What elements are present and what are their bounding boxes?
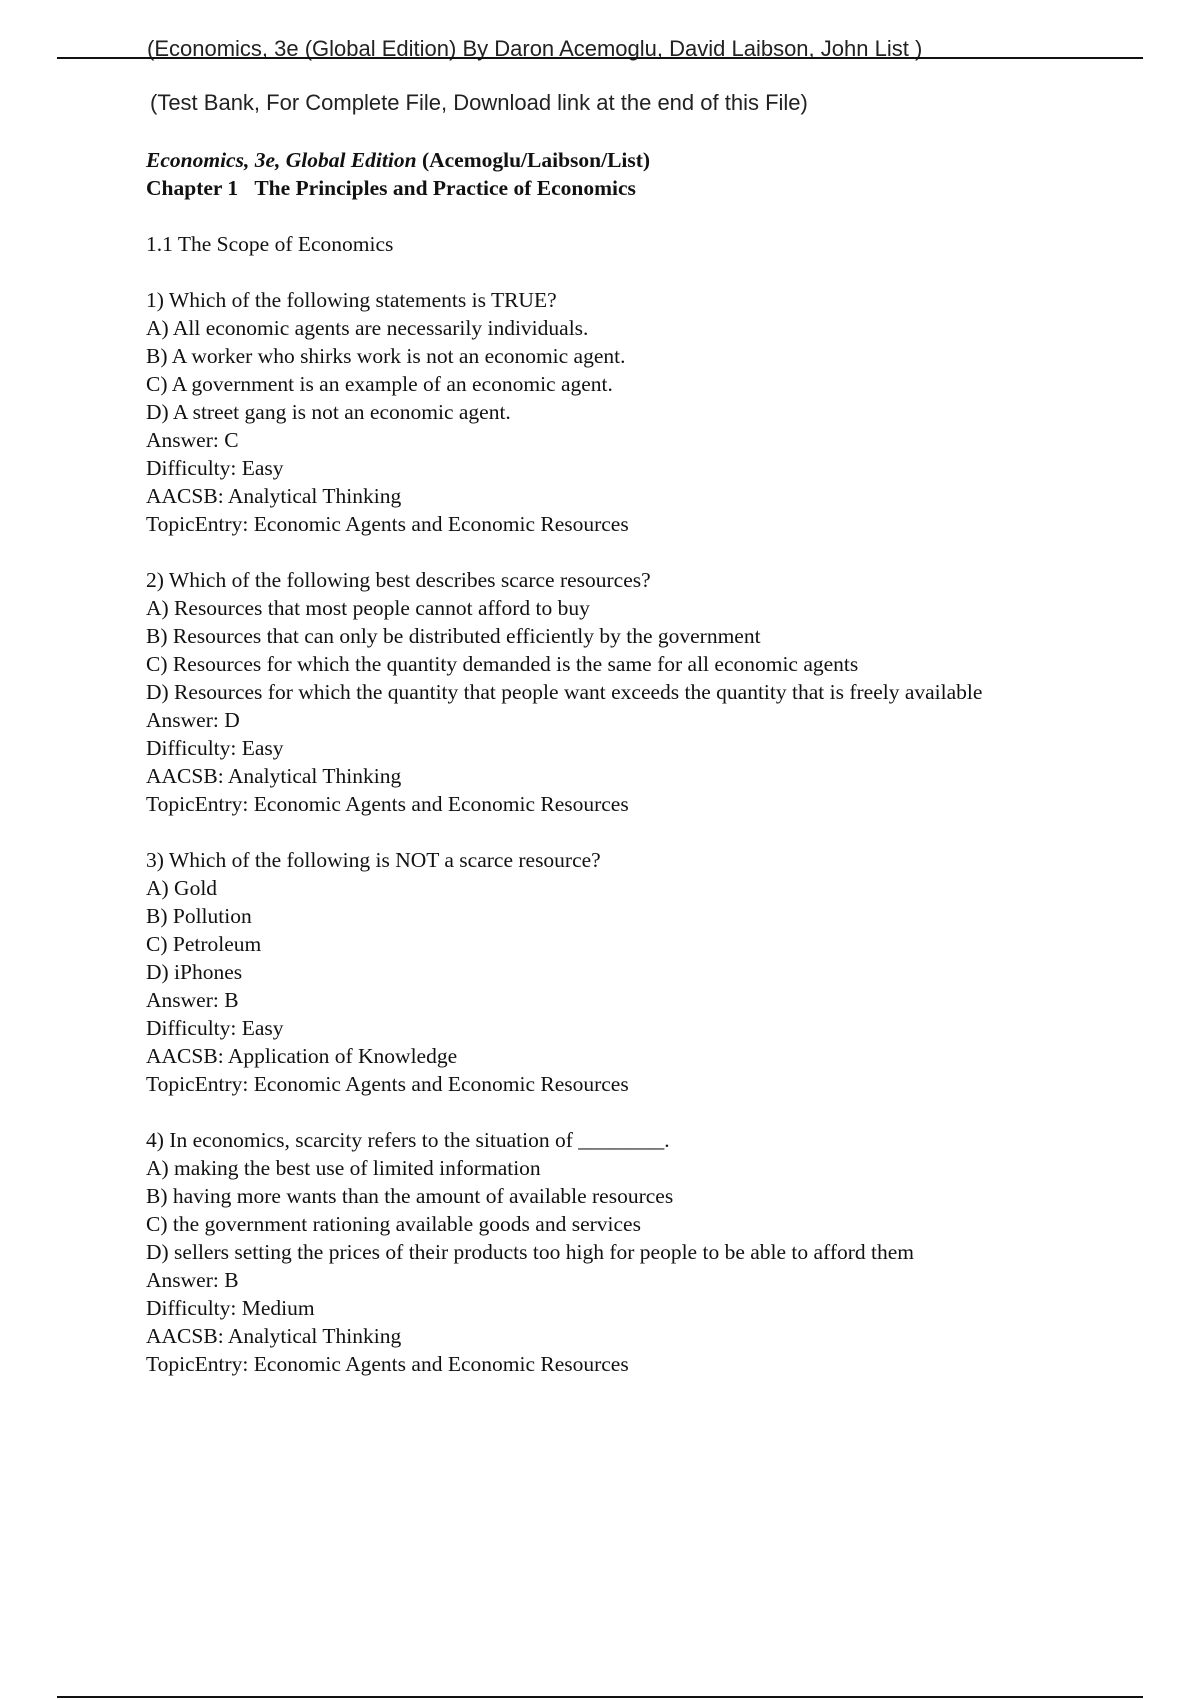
- difficulty: Difficulty: Easy: [146, 736, 284, 760]
- question-2: [146, 566, 1146, 818]
- chapter-heading: [146, 174, 1146, 202]
- chapter-title: The Principles and Practice of Economics: [254, 176, 636, 200]
- aacsb: AACSB: Application of Knowledge: [146, 1044, 458, 1068]
- difficulty: Difficulty: Easy: [146, 1016, 284, 1040]
- book-authors: (Acemoglu/Laibson/List): [416, 148, 651, 172]
- answer-option: D) iPhones: [146, 960, 243, 984]
- difficulty: Difficulty: Easy: [146, 456, 284, 480]
- answer-option: A) making the best use of limited information: [146, 1156, 541, 1180]
- book-title: [146, 146, 1146, 174]
- answer-option: C) A government is an example of an economic agent.: [146, 372, 613, 396]
- aacsb: AACSB: Analytical Thinking: [146, 484, 402, 508]
- chapter-label: Chapter 1: [146, 176, 239, 200]
- answer-option: D) sellers setting the prices of their products too high for people to be able to afford them: [146, 1240, 915, 1264]
- aacsb: AACSB: Analytical Thinking: [146, 764, 402, 788]
- topic-entry: TopicEntry: Economic Agents and Economic Resources: [146, 792, 629, 816]
- page-header-title: (Economics, 3e (Global Edition) By Daron Acemoglu, David Laibson, John List ): [147, 36, 923, 61]
- footer-divider: [57, 1696, 1143, 1698]
- answer-option: D) A street gang is not an economic agent.: [146, 400, 511, 424]
- topic-entry: TopicEntry: Economic Agents and Economic Resources: [146, 1352, 629, 1376]
- topic-entry: TopicEntry: Economic Agents and Economic Resources: [146, 1072, 629, 1096]
- answer-key: Answer: B: [146, 1268, 239, 1292]
- header-divider: [57, 57, 1143, 59]
- answer-option: B) Pollution: [146, 904, 252, 928]
- answer-option: C) Petroleum: [146, 932, 262, 956]
- answer-option: C) Resources for which the quantity demanded is the same for all economic agents: [146, 652, 859, 676]
- question-prompt: 1) Which of the following statements is TRUE?: [146, 288, 557, 312]
- aacsb: AACSB: Analytical Thinking: [146, 1324, 402, 1348]
- document-body: [146, 146, 1146, 1406]
- difficulty: Difficulty: Medium: [146, 1296, 315, 1320]
- page-subheader: (Test Bank, For Complete File, Download link at the end of this File): [150, 90, 808, 115]
- answer-option: A) Gold: [146, 876, 218, 900]
- answer-key: Answer: C: [146, 428, 239, 452]
- question-prompt: 3) Which of the following is NOT a scarce resource?: [146, 848, 601, 872]
- question-prompt: 4) In economics, scarcity refers to the situation of ________.: [146, 1128, 670, 1152]
- answer-key: Answer: D: [146, 708, 240, 732]
- answer-key: Answer: B: [146, 988, 239, 1012]
- answer-option: B) Resources that can only be distributed efficiently by the government: [146, 624, 761, 648]
- book-title-italic: Economics, 3e, Global Edition: [146, 148, 417, 172]
- answer-option: B) A worker who shirks work is not an economic agent.: [146, 344, 626, 368]
- section-heading: 1.1 The Scope of Economics: [146, 232, 394, 256]
- question-1: [146, 286, 1146, 538]
- answer-option: A) All economic agents are necessarily individuals.: [146, 316, 589, 340]
- answer-option: A) Resources that most people cannot afford to buy: [146, 596, 590, 620]
- question-4: [146, 1126, 1146, 1378]
- question-prompt: 2) Which of the following best describes scarce resources?: [146, 568, 651, 592]
- answer-option: C) the government rationing available goods and services: [146, 1212, 641, 1236]
- question-3: [146, 846, 1146, 1098]
- topic-entry: TopicEntry: Economic Agents and Economic Resources: [146, 512, 629, 536]
- answer-option: B) having more wants than the amount of available resources: [146, 1184, 674, 1208]
- answer-option: D) Resources for which the quantity that people want exceeds the quantity that is freely available: [146, 680, 983, 704]
